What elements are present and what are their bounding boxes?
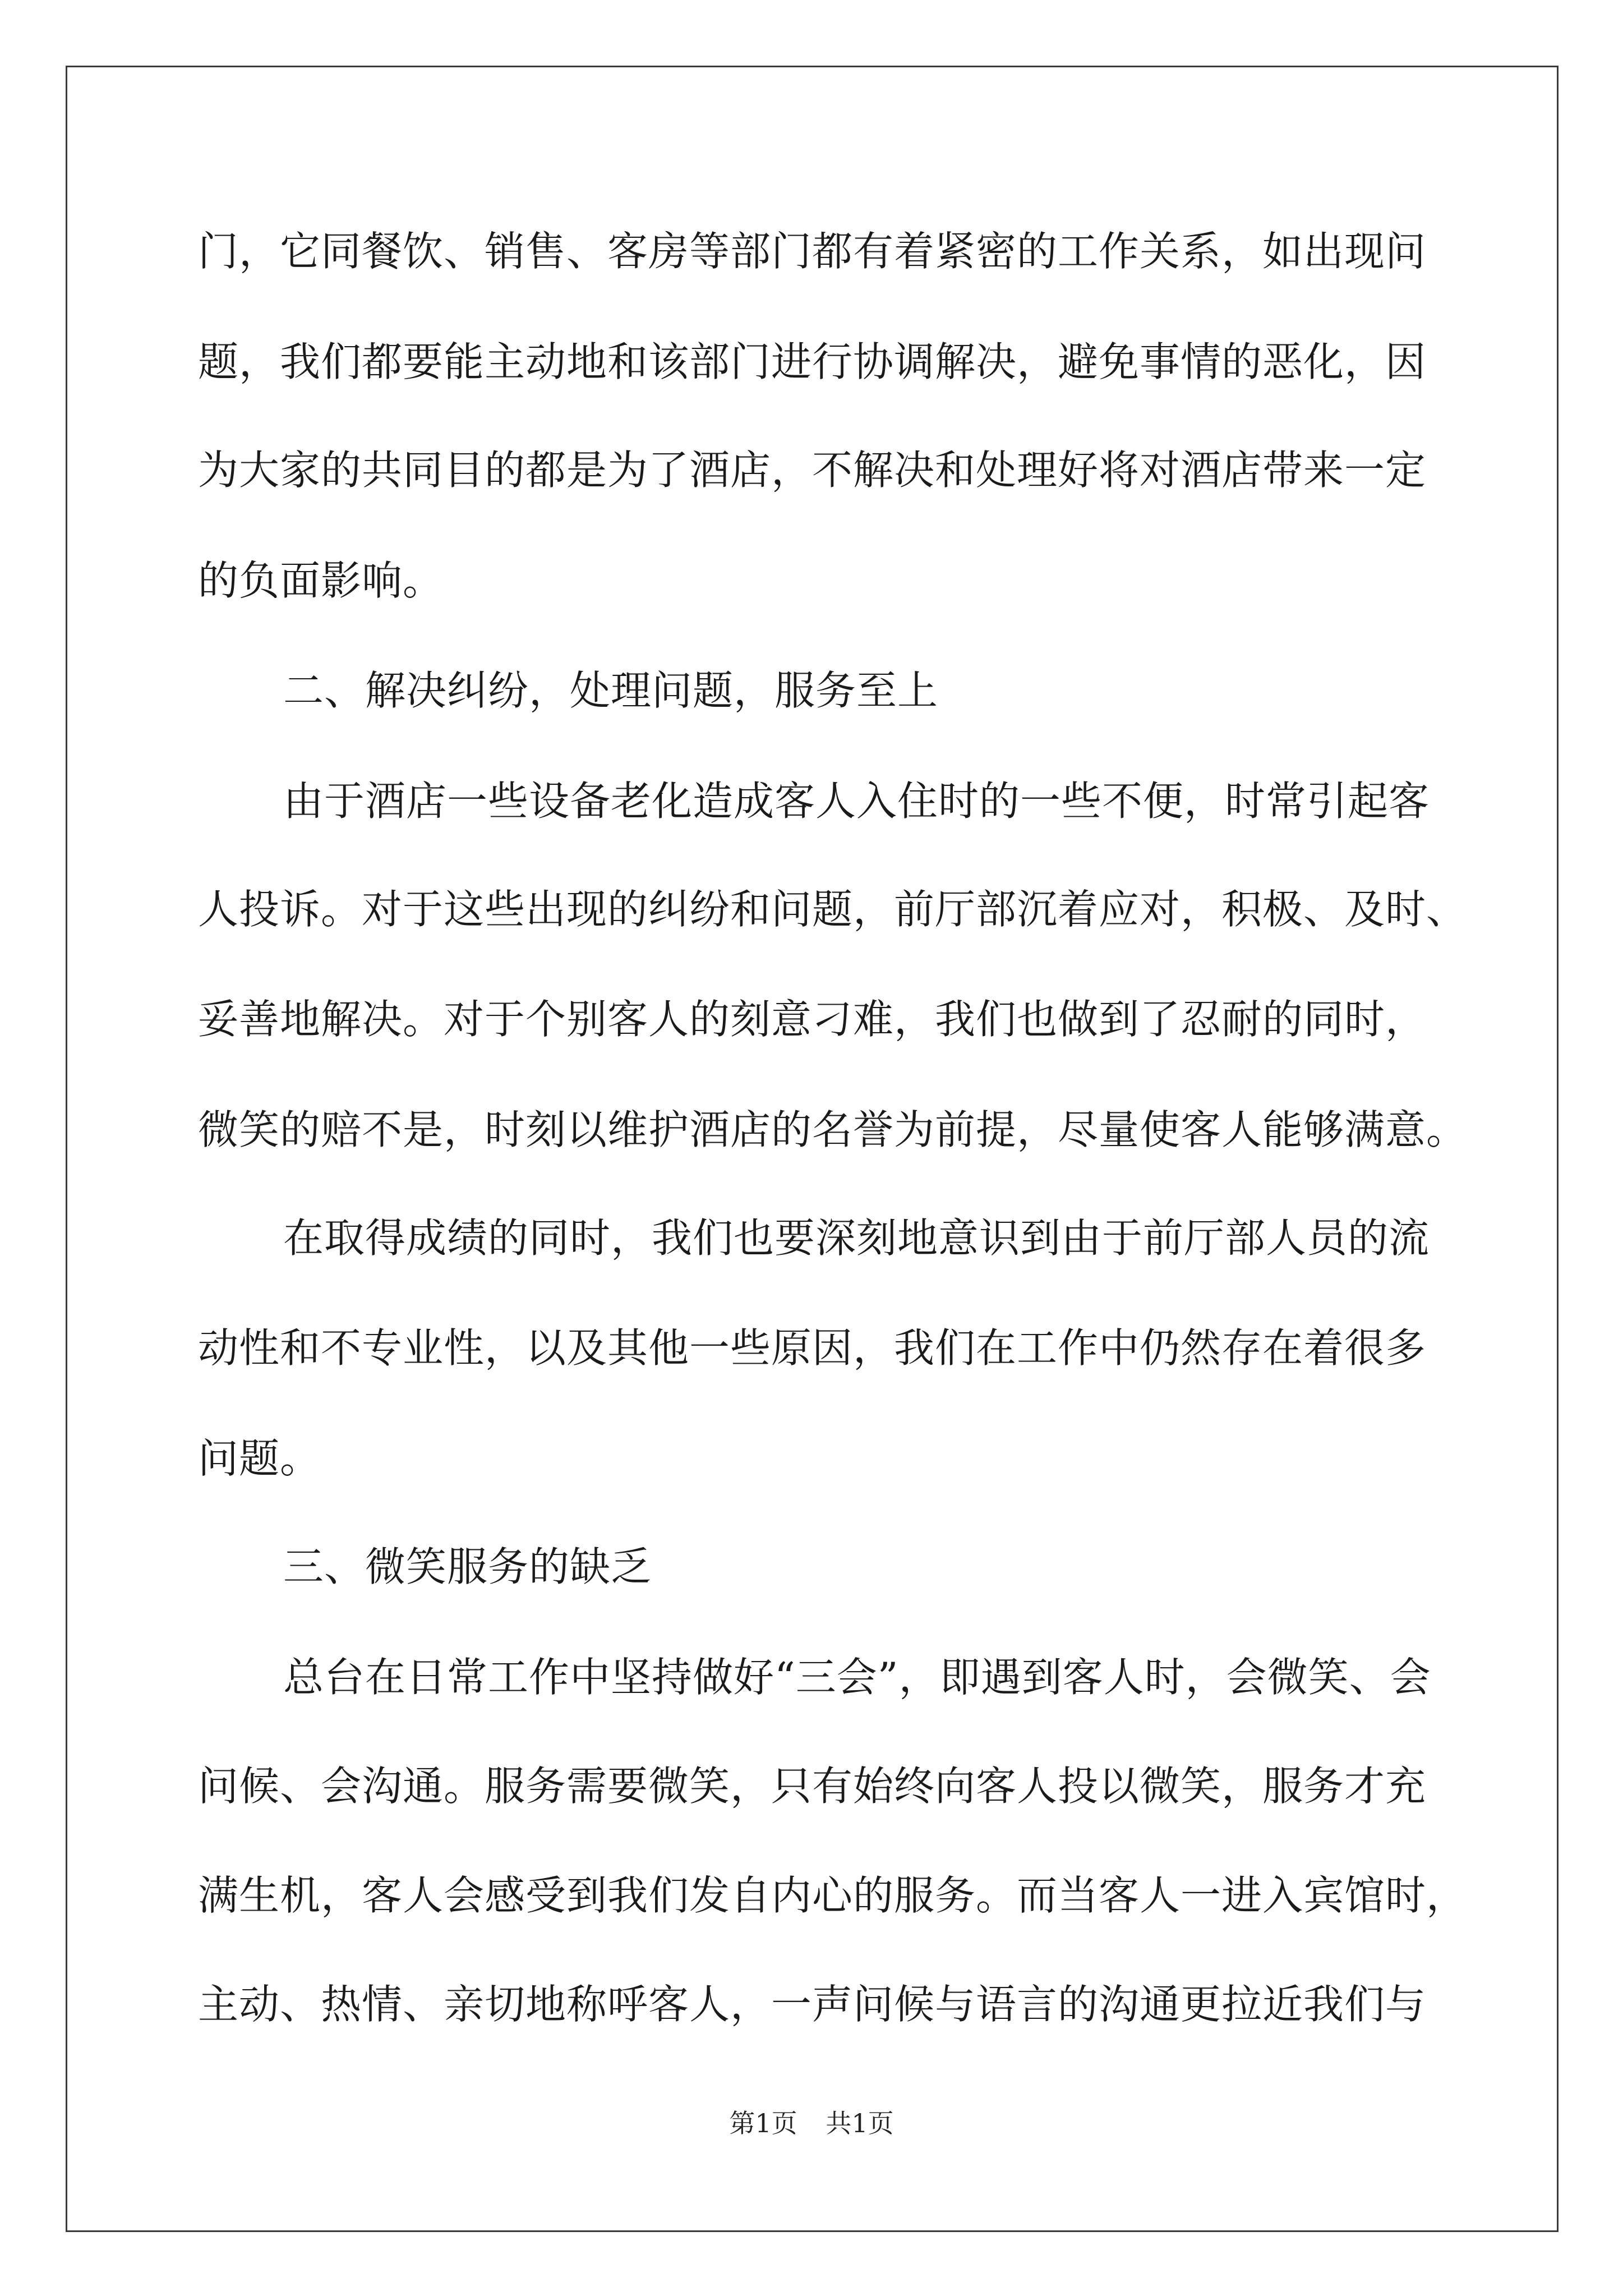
text-line: 微笑的赔不是，时刻以维护酒店的名誉为前提，尽量使客人能够满意。 [198, 1106, 1468, 1153]
text-line: 主动、热情、亲切地称呼客人，一声问候与语言的沟通更拉近我们与 [198, 1981, 1427, 2028]
page-footer [0, 2106, 1623, 2140]
section-heading: 三、微笑服务的缺乏 [283, 1543, 652, 1590]
text-line: 问题。 [198, 1435, 321, 1482]
text-line: 为大家的共同目的都是为了酒店，不解决和处理好将对酒店带来一定 [198, 447, 1427, 494]
text-line: 由于酒店一些设备老化造成客人入住时的一些不便，时常引起客 [283, 777, 1430, 825]
text-line: 总台在日常工作中坚持做好“三会”，即遇到客人时，会微笑、会 [283, 1654, 1431, 1701]
text-line: 在取得成绩的同时，我们也要深刻地意识到由于前厅部人员的流 [283, 1214, 1430, 1262]
text-line: 妥善地解决。对于个别客人的刻意刁难，我们也做到了忍耐的同时， [198, 996, 1427, 1043]
text-line: 动性和不专业性，以及其他一些原因，我们在工作中仍然存在着很多 [198, 1324, 1427, 1372]
text-line: 满生机，客人会感受到我们发自内心的服务。而当客人一进入宾馆时， [198, 1872, 1468, 1919]
page-number-total: 共1页 [826, 2108, 894, 2138]
text-line: 题，我们都要能主动地和该部门进行协调解决，避免事情的恶化，因 [198, 338, 1427, 385]
text-line: 人投诉。对于这些出现的纠纷和问题，前厅部沉着应对，积极、及时、 [198, 886, 1468, 933]
text-line: 门，它同餐饮、销售、客房等部门都有着紧密的工作关系，如出现问 [198, 228, 1427, 275]
section-heading: 二、解决纠纷，处理问题，服务至上 [283, 667, 939, 714]
text-line: 问候、会沟通。服务需要微笑，只有始终向客人投以微笑，服务才充 [198, 1763, 1427, 1810]
text-line: 的负面影响。 [198, 557, 444, 604]
page-number-current: 第1页 [729, 2108, 797, 2138]
